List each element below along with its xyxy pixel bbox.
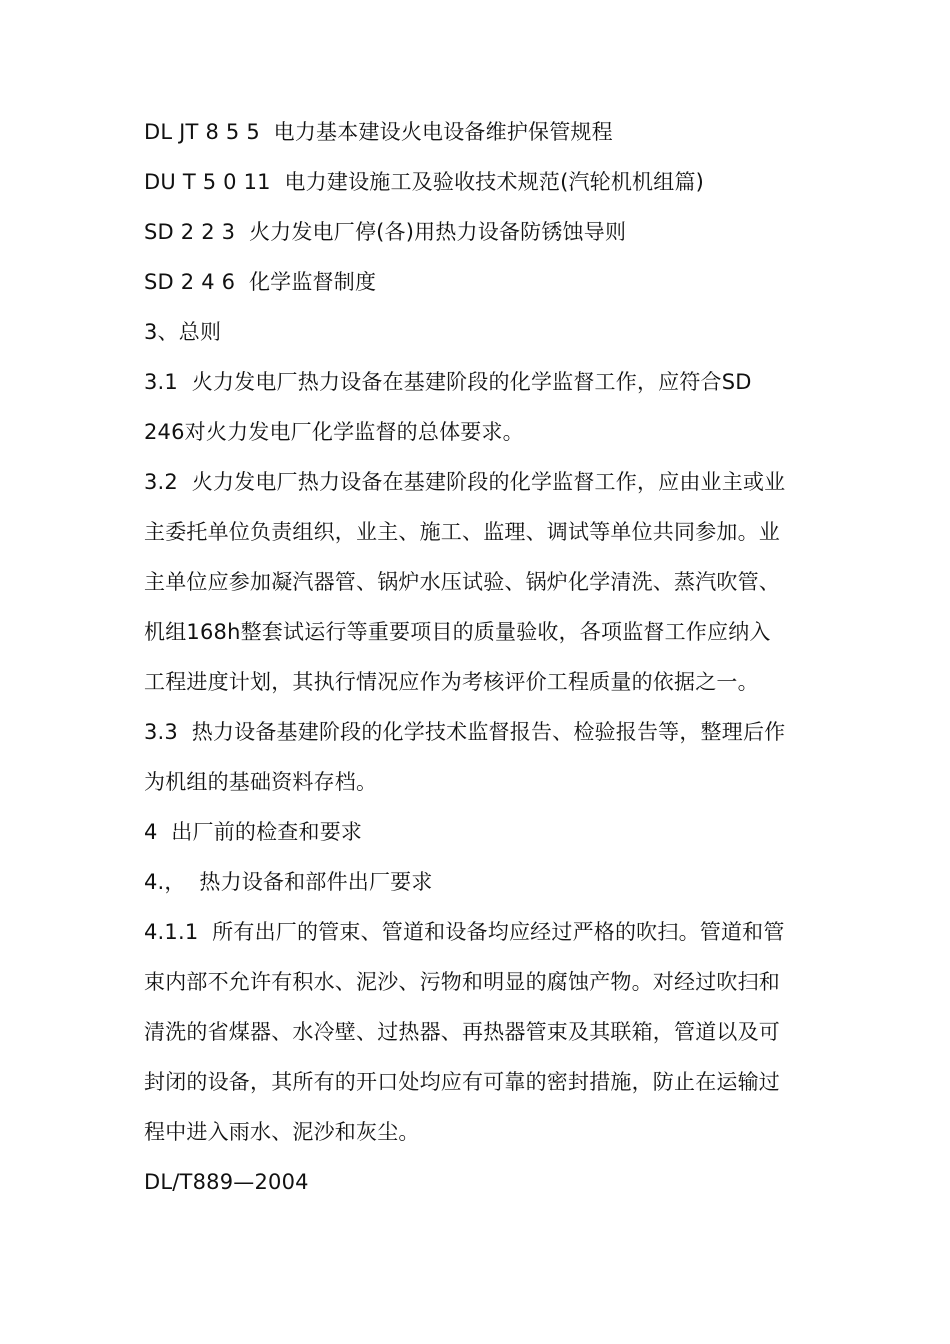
- paragraph-line: 为机组的基础资料存档。: [144, 770, 378, 794]
- paragraph-line: 程中进入雨水、泥沙和灰尘。: [144, 1120, 420, 1144]
- paragraph-line: 封闭的设备，其所有的开口处均应有可靠的密封措施，防止在运输过: [144, 1070, 780, 1094]
- paragraph-line: 主委托单位负责组织，业主、施工、监理、调试等单位共同参加。业: [144, 520, 780, 544]
- paragraph-line: 3.2 火力发电厂热力设备在基建阶段的化学监督工作，应由业主或业: [144, 470, 786, 494]
- subsection-heading: 4.， 热力设备和部件出厂要求: [144, 870, 433, 894]
- reference-line: SD 2 2 3 火力发电厂停(各)用热力设备防锈蚀导则: [144, 220, 627, 244]
- paragraph-line: 246对火力发电厂化学监督的总体要求。: [144, 420, 524, 444]
- section-heading: 4 出厂前的检查和要求: [144, 820, 363, 844]
- paragraph-line: 机组168h整套试运行等重要项目的质量验收，各项监督工作应纳入: [144, 620, 771, 644]
- standard-code: DL/T889—2004: [144, 1170, 309, 1194]
- reference-line: DU T 5 0 11 电力建设施工及验收技术规范(汽轮机机组篇): [144, 170, 705, 194]
- reference-line: DL JT 8 5 5 电力基本建设火电设备维护保管规程: [144, 120, 613, 144]
- section-heading: 3、总则: [144, 320, 222, 344]
- document-body: [144, 107, 812, 1207]
- paragraph-line: 3.1 火力发电厂热力设备在基建阶段的化学监督工作，应符合SD: [144, 370, 752, 394]
- paragraph-line: 3.3 热力设备基建阶段的化学技术监督报告、检验报告等，整理后作: [144, 720, 786, 744]
- paragraph-line: 束内部不允许有积水、泥沙、污物和明显的腐蚀产物。对经过吹扫和: [144, 970, 780, 994]
- paragraph-line: 4.1.1 所有出厂的管束、管道和设备均应经过严格的吹扫。管道和管: [144, 920, 785, 944]
- paragraph-line: 清洗的省煤器、水冷壁、过热器、再热器管束及其联箱，管道以及可: [144, 1020, 780, 1044]
- paragraph-line: 主单位应参加凝汽器管、锅炉水压试验、锅炉化学清洗、蒸汽吹管、: [144, 570, 780, 594]
- reference-line: SD 2 4 6 化学监督制度: [144, 270, 377, 294]
- paragraph-line: 工程进度计划，其执行情况应作为考核评价工程质量的依据之一。: [144, 670, 759, 694]
